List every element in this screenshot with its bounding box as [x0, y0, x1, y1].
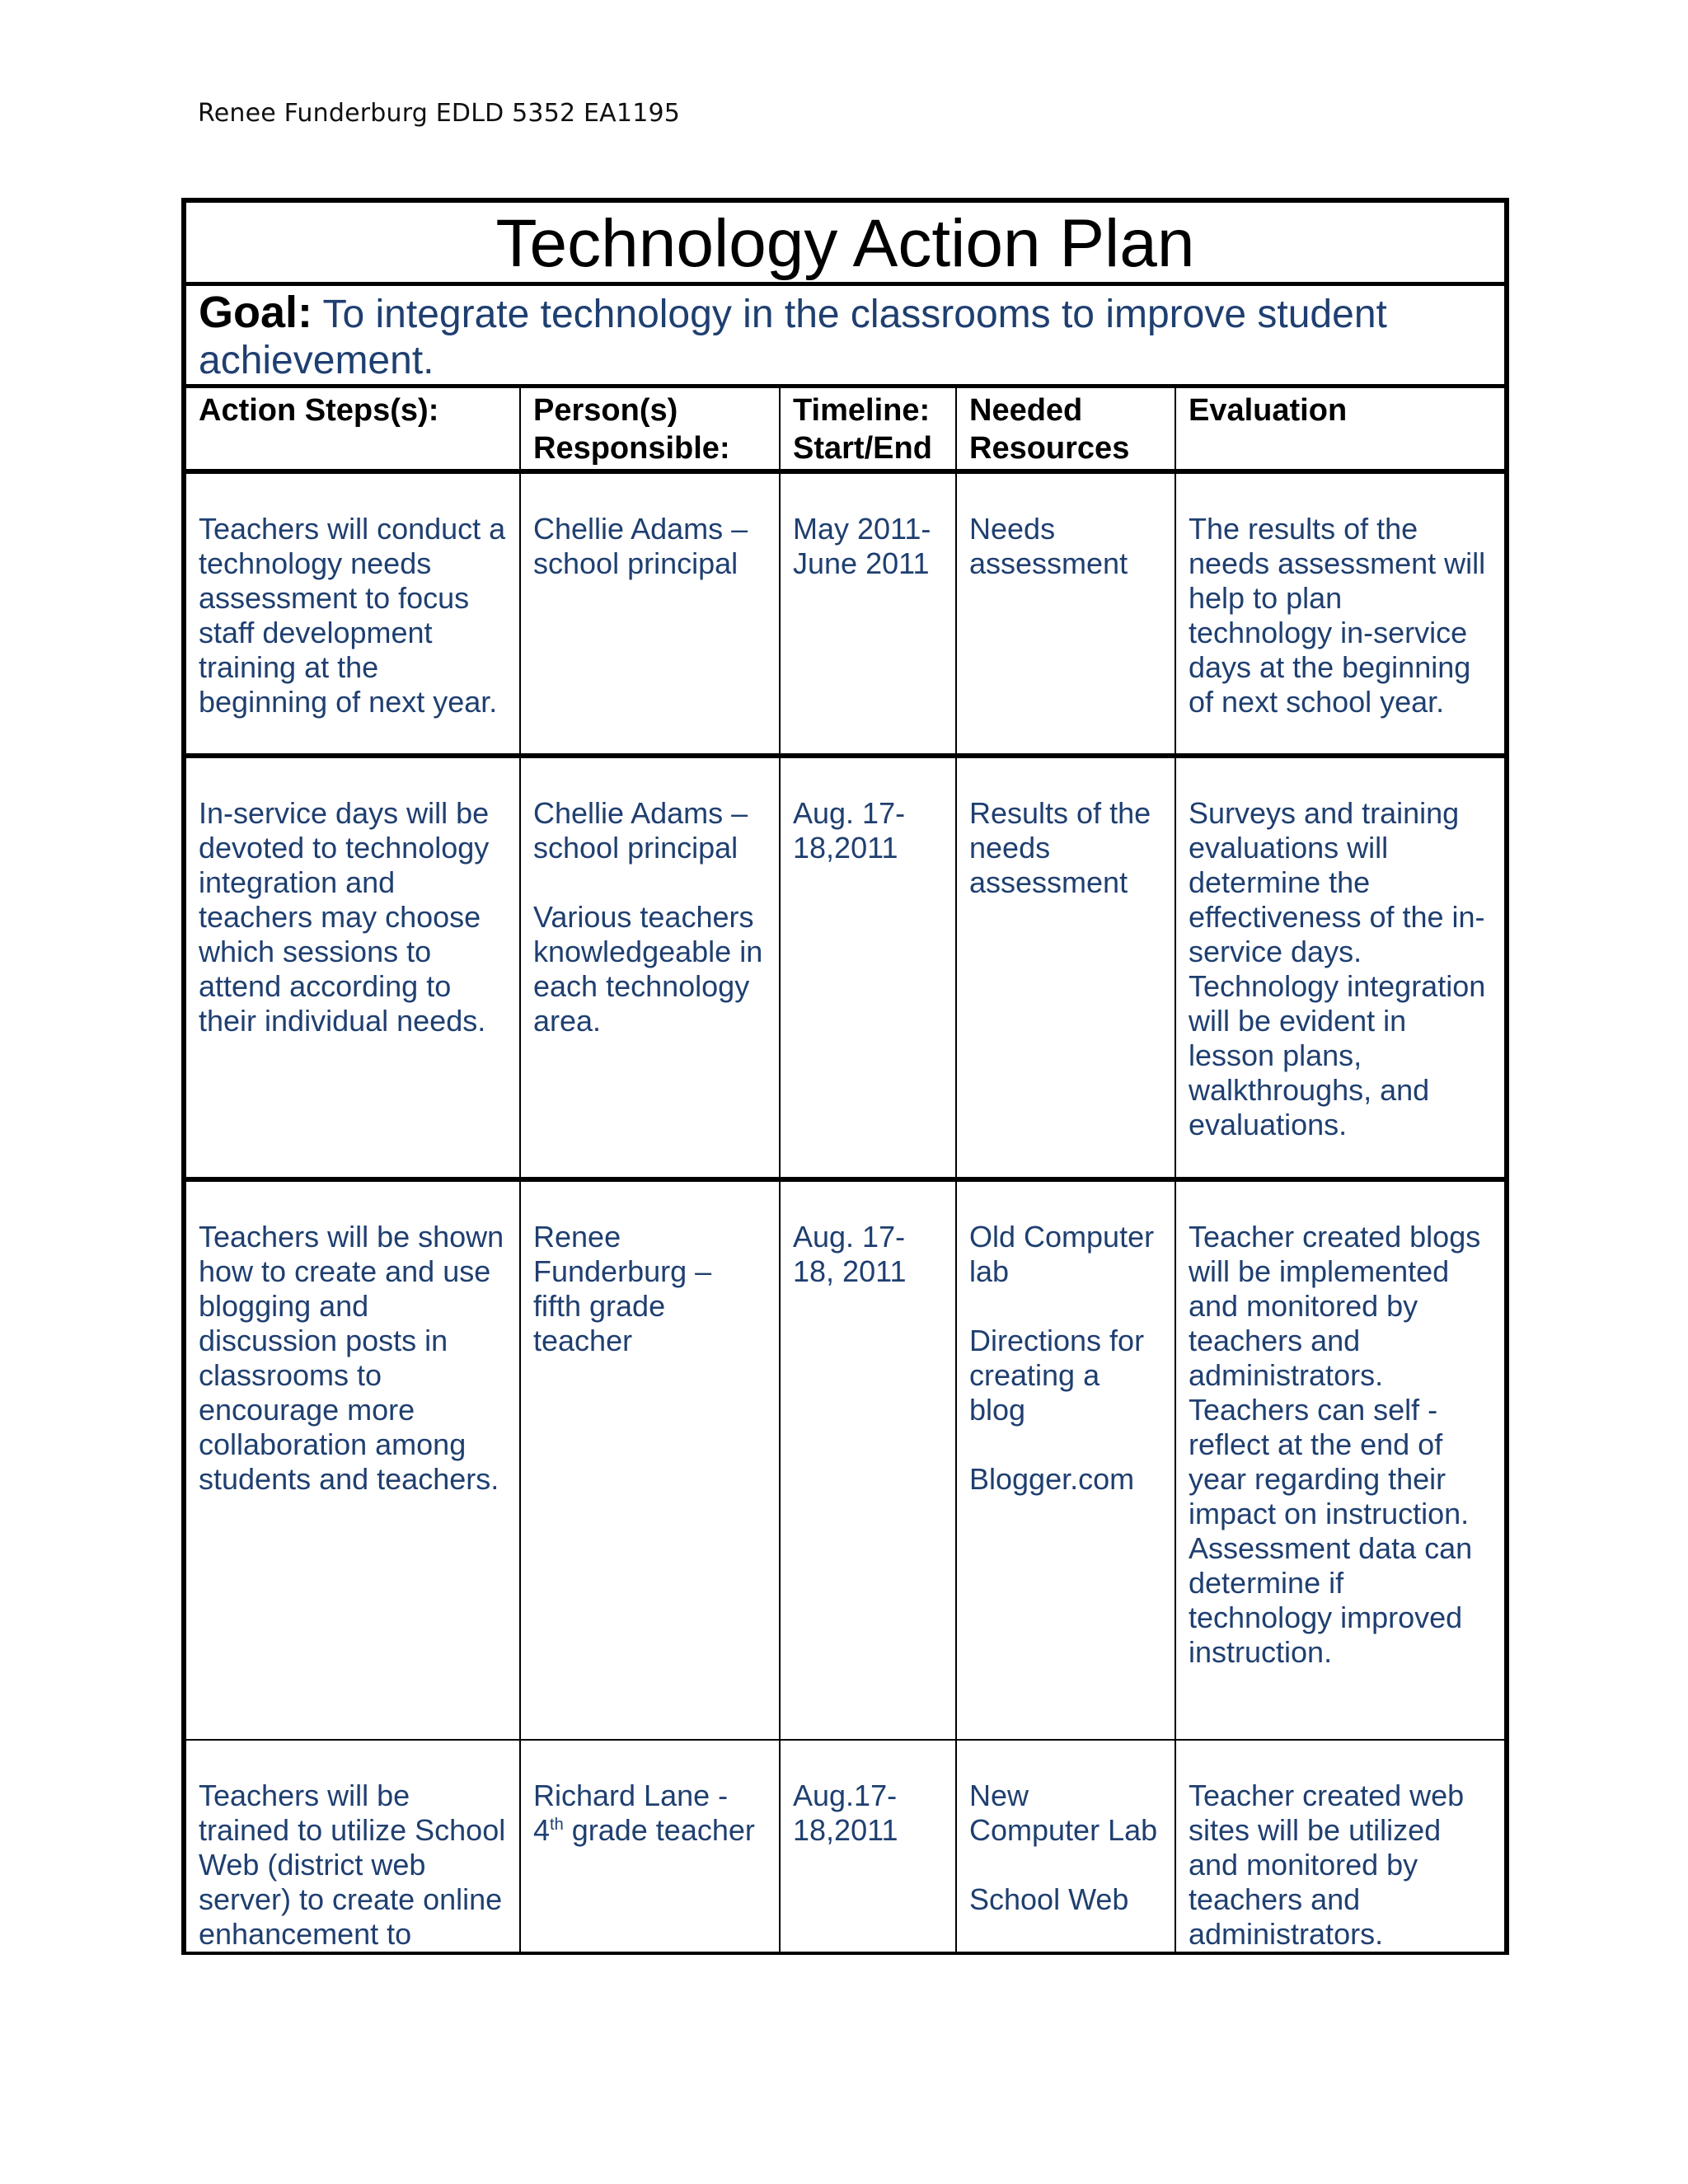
resource-text: Blogger.com: [969, 1462, 1135, 1496]
spacer: [969, 1848, 1163, 1882]
action-cell: [184, 1740, 520, 1953]
timeline-cell: [780, 1179, 956, 1740]
spacer: [969, 1289, 1163, 1324]
resources-cell: [956, 1740, 1175, 1953]
person-text: Richard Lane -: [533, 1779, 729, 1812]
action-cell: [184, 471, 520, 756]
persons-cell: [520, 1740, 780, 1953]
resource-text: Directions for creating a blog: [969, 1324, 1145, 1427]
resource-text: New Computer Lab: [969, 1779, 1158, 1847]
header-resources-line-1: Needed: [969, 393, 1083, 428]
person-grade-suffix: th: [550, 1816, 564, 1834]
resource-text: Results of the needs assessment: [969, 796, 1151, 899]
persons-cell: [520, 1179, 780, 1740]
resource-text: Old Computer lab: [969, 1220, 1155, 1288]
header-persons-line-1: Person(s): [533, 393, 678, 428]
goal-label: Goal:: [199, 288, 313, 337]
person-grade-text: grade teacher: [563, 1813, 755, 1847]
title-cell: [184, 200, 1507, 284]
column-header-row: [184, 387, 1507, 472]
goal-cell: [184, 284, 1507, 387]
page-header: Renee Funderburg EDLD 5352 EA1195: [198, 99, 681, 128]
header-timeline-line-1: Timeline:: [793, 393, 931, 428]
table-row: [184, 1179, 1507, 1740]
technology-action-plan-table: [181, 198, 1509, 1955]
person-text: Chellie Adams – school principal: [533, 512, 748, 580]
evaluation-text: Teacher created blogs will be implemented and monitored by teachers and administrators. Teachers can self - reflect at the end of year regarding their impact on instruction. Assessment data can determine if technology improved instruction.: [1189, 1220, 1481, 1669]
title-row: [184, 200, 1507, 284]
action-text: Teachers will be shown how to create and use blogging and discussion posts in classrooms to encourage more collaboration among students and teachers.: [199, 1220, 504, 1496]
table-row: [184, 756, 1507, 1179]
evaluation-text: Teacher created web sites will be utilized and monitored by teachers and administrators.: [1189, 1779, 1465, 1951]
timeline-cell: [780, 471, 956, 756]
action-text: In-service days will be devoted to technology integration and teachers may choose which sessions to attend according to their individual needs.: [199, 796, 490, 1038]
resources-cell: [956, 471, 1175, 756]
person-text: Various teachers knowledgeable in each technology area.: [533, 900, 763, 1038]
resources-cell: [956, 756, 1175, 1179]
goal-row: [184, 284, 1507, 387]
timeline-cell: [780, 1740, 956, 1953]
timeline-text: May 2011- June 2011: [793, 512, 931, 580]
action-cell: [184, 756, 520, 1179]
persons-cell: [520, 471, 780, 756]
table-row: [184, 1740, 1507, 1953]
spacer: [533, 865, 767, 900]
header-evaluation: [1175, 387, 1507, 472]
resources-cell: [956, 1179, 1175, 1740]
resource-text: School Web: [969, 1882, 1129, 1916]
evaluation-cell: [1175, 471, 1507, 756]
person-text: Renee Funderburg – fifth grade teacher: [533, 1220, 712, 1357]
header-timeline: [780, 387, 956, 472]
header-resources-line-2: Resources: [969, 431, 1130, 466]
action-text: Teachers will be trained to utilize School Web (district web server) to create online enhancement to: [199, 1779, 506, 1951]
table-row: [184, 471, 1507, 756]
header-persons: [520, 387, 780, 472]
person-grade-number: 4: [533, 1813, 551, 1847]
header-action-steps: [184, 387, 520, 472]
action-text: Teachers will conduct a technology needs assessment to focus staff development training at the beginning of next year.: [199, 512, 506, 719]
resource-text: Needs assessment: [969, 512, 1128, 580]
header-evaluation-label: Evaluation: [1189, 393, 1348, 428]
spacer: [969, 1427, 1163, 1462]
evaluation-text: Surveys and training evaluations will determine the effectiveness of the in-service days. Technology integration will be evident in lesson plans, walkthroughs, and evaluations.: [1189, 796, 1486, 1141]
persons-cell: [520, 756, 780, 1179]
action-cell: [184, 1179, 520, 1740]
timeline-text: Aug. 17-18,2011: [793, 796, 906, 865]
timeline-cell: [780, 756, 956, 1179]
timeline-text: Aug.17-18,2011: [793, 1779, 898, 1847]
evaluation-cell: [1175, 1179, 1507, 1740]
evaluation-text: The results of the needs assessment will help to plan technology in-service days at the beginning of next school year.: [1189, 512, 1486, 719]
header-persons-line-2: Responsible:: [533, 431, 730, 466]
timeline-text: Aug. 17-18, 2011: [793, 1220, 907, 1288]
person-text: Chellie Adams – school principal: [533, 796, 748, 865]
evaluation-cell: [1175, 1740, 1507, 1953]
evaluation-cell: [1175, 756, 1507, 1179]
header-action-steps-label: Action Steps(s):: [199, 393, 439, 428]
plan-title: Technology Action Plan: [495, 206, 1195, 281]
header-timeline-line-2: Start/End: [793, 431, 932, 466]
header-resources: [956, 387, 1175, 472]
goal-text: To integrate technology in the classrooms to improve student achievement.: [199, 293, 1387, 382]
